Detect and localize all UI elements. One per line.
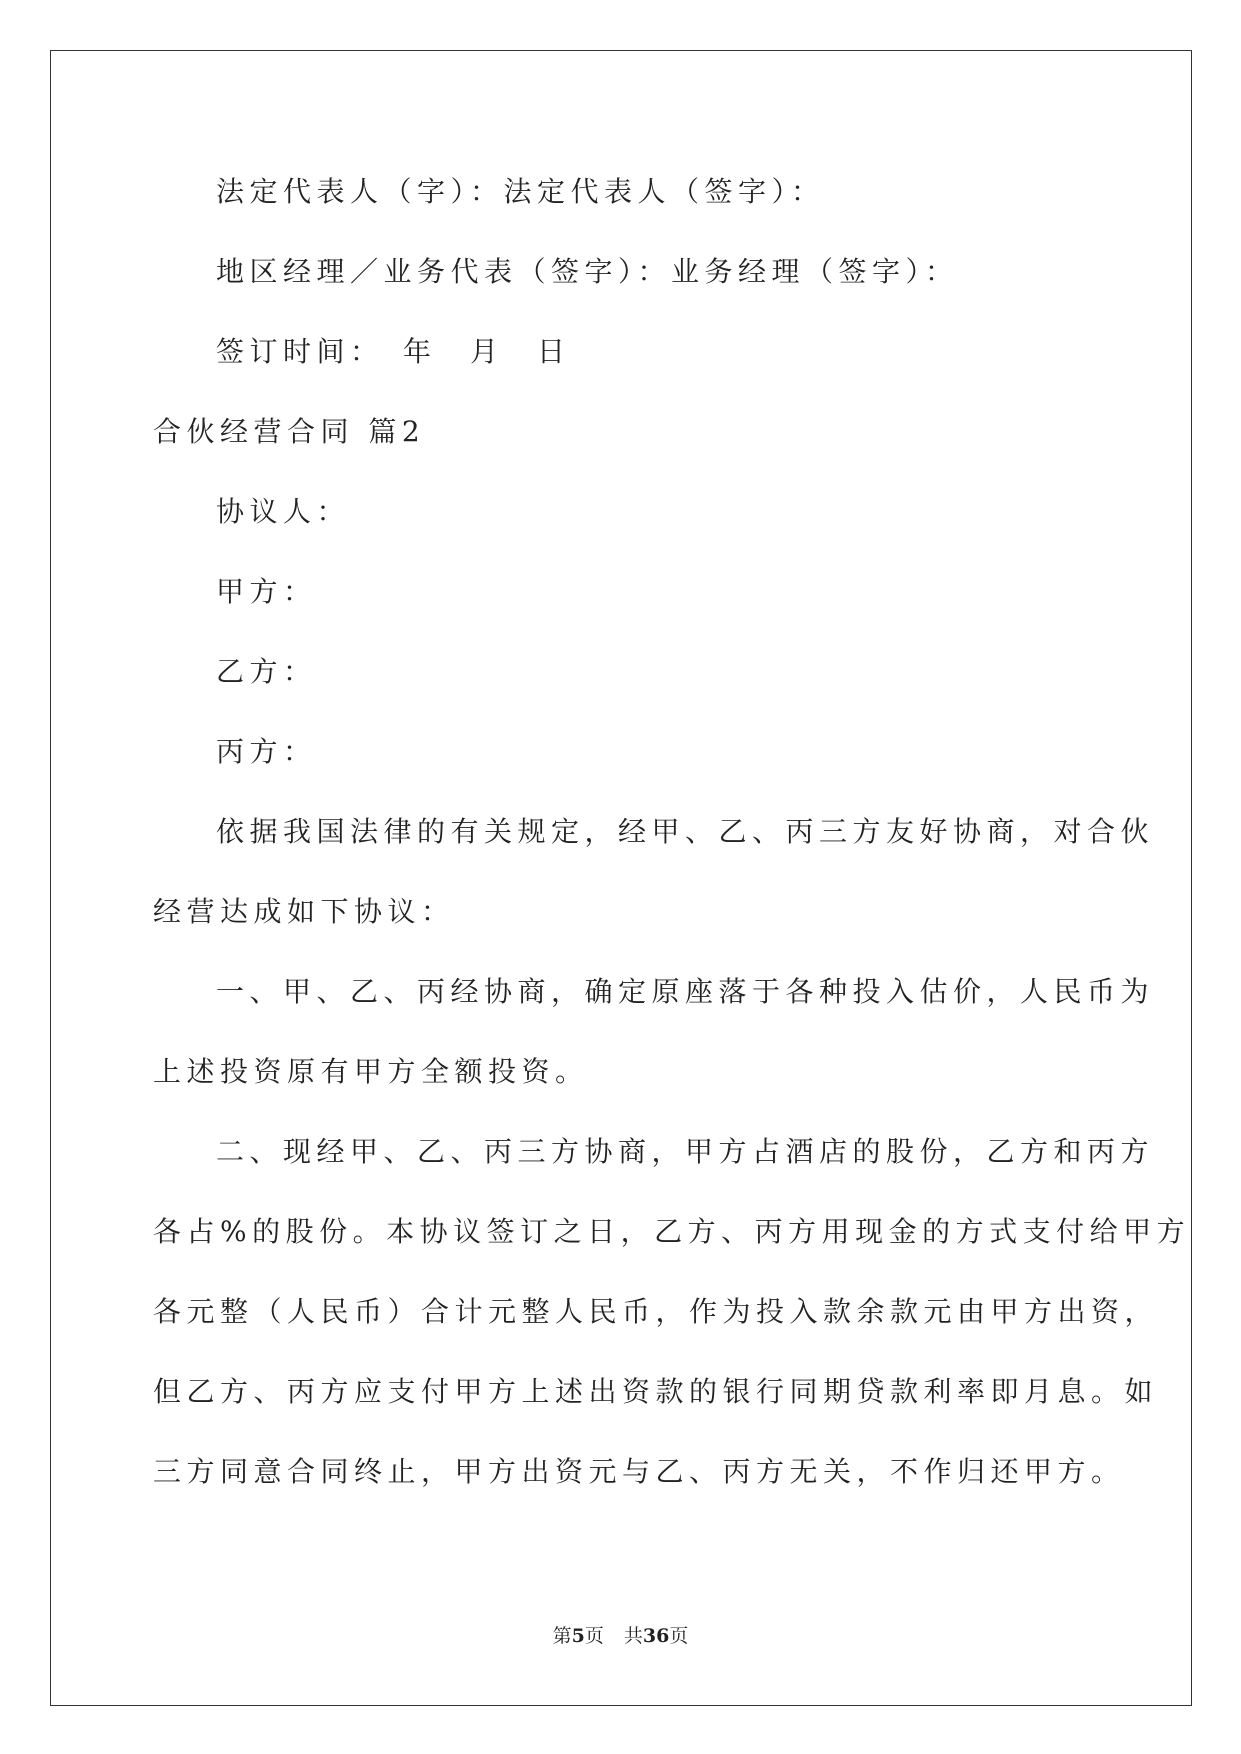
signing-date-line: 签订时间： 年 月 日 <box>216 335 571 368</box>
footer-total-suffix: 页 <box>669 1625 689 1647</box>
party-b-line: 乙方： <box>216 655 317 688</box>
paragraph-line: 三方同意合同终止，甲方出资元与乙、丙方无关，不作归还甲方。 <box>153 1455 1125 1488</box>
footer-page-suffix: 页 <box>584 1625 604 1647</box>
paragraph-line: 经营达成如下协议： <box>153 895 455 928</box>
section-heading: 合伙经营合同 篇2 <box>153 415 426 448</box>
parties-label: 协议人： <box>216 495 351 528</box>
legal-rep-line: 法定代表人（字）：法定代表人（签字）： <box>216 175 825 208</box>
paragraph-line: 二、现经甲、乙、丙三方协商，甲方占酒店的股份，乙方和丙方 <box>216 1135 1155 1168</box>
page-footer <box>0 1624 1241 1648</box>
party-c-line: 丙方： <box>216 735 317 768</box>
footer-total-pages: 36 <box>642 1625 670 1647</box>
footer-page-number: 5 <box>571 1625 585 1647</box>
footer-prefix: 第 <box>552 1625 572 1647</box>
manager-signature-line: 地区经理／业务代表（签字）：业务经理（签字）： <box>216 255 959 288</box>
paragraph-line: 一、甲、乙、丙经协商，确定原座落于各种投入估价，人民币为 <box>216 975 1155 1008</box>
paragraph-line: 各元整（人民币）合计元整人民币，作为投入款余款元由甲方出资， <box>153 1295 1159 1328</box>
paragraph-line: 各占%的股份。本协议签订之日，乙方、丙方用现金的方式支付给甲方 <box>153 1215 1191 1248</box>
party-a-line: 甲方： <box>216 575 317 608</box>
paragraph-line: 依据我国法律的有关规定，经甲、乙、丙三方友好协商，对合伙 <box>216 815 1155 848</box>
paragraph-line: 上述投资原有甲方全额投资。 <box>153 1055 589 1088</box>
paragraph-line: 但乙方、丙方应支付甲方上述出资款的银行同期贷款利率即月息。如 <box>153 1375 1159 1408</box>
footer-total-prefix: 共 <box>623 1625 643 1647</box>
